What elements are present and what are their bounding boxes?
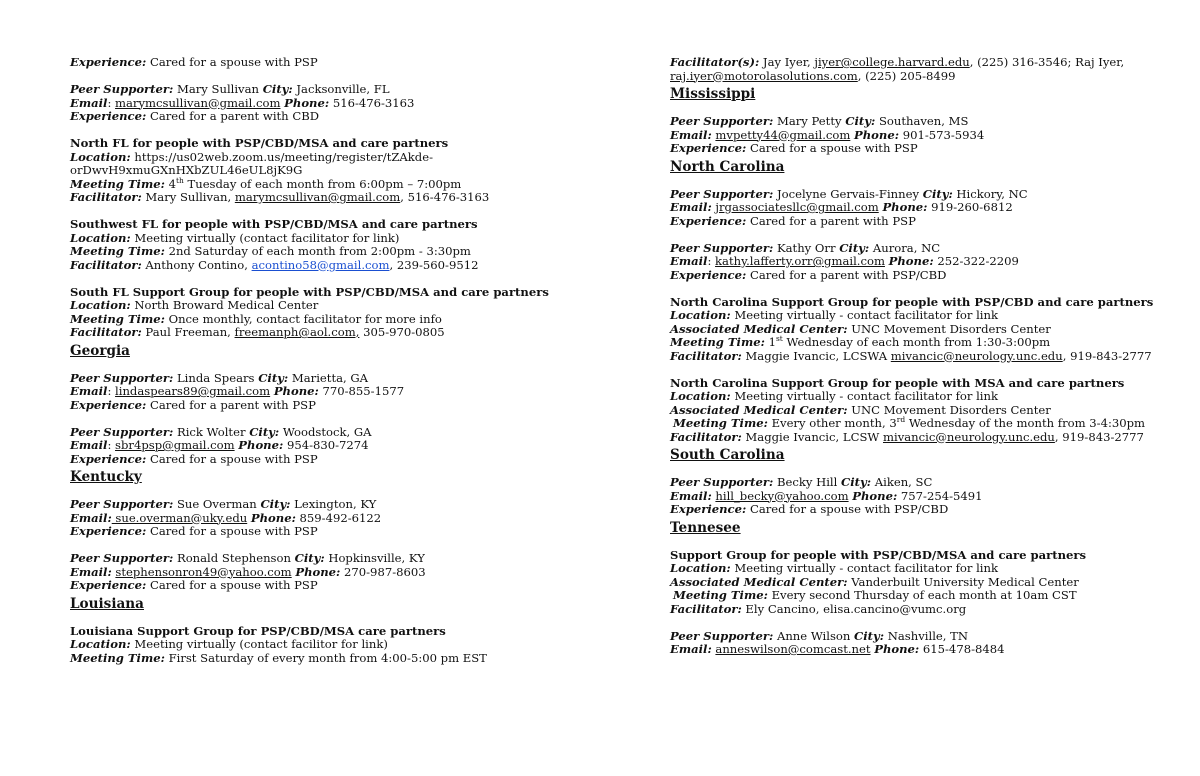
state-heading-north-carolina: North Carolina — [670, 158, 785, 175]
location-line: Location: Meeting virtually - contact facilitator for link — [670, 308, 998, 322]
experience-line: Experience: Cared for a spouse with PSP/CBD — [670, 502, 949, 516]
email-line: Email: marymcsullivan@gmail.com Phone: 516-476-3163 — [70, 95, 415, 110]
facilitators-line-cont: raj.iyer@motorolasolutions.com, (225) 205-8499 — [670, 68, 956, 83]
peer-supporter-line: Peer Supporter: Sue Overman City: Lexington, KY — [70, 497, 377, 511]
email-link[interactable]: raj.iyer@motorolasolutions.com — [670, 68, 858, 83]
meeting-time-line: Meeting Time: Once monthly, contact facilitator for more info — [70, 311, 442, 326]
experience-line: Experience: Cared for a parent with PSP — [70, 397, 316, 412]
email-line: Email: hill_becky@yahoo.com Phone: 757-254-5491 — [670, 488, 983, 503]
experience-line: Experience: Cared for a spouse with PSP — [70, 578, 318, 592]
peer-supporter-line: Peer Supporter: Rick Wolter City: Woodstock, GA — [70, 424, 372, 439]
location-line-cont: orDwvH9xmuGXnHXbZUL46eUL8jK9G — [70, 163, 303, 177]
email-link[interactable]: sue.overman@uky.edu — [111, 510, 248, 525]
facilitator-line: Facilitator: Paul Freeman, freemanph@aol.com, 305-970-0805 — [70, 325, 445, 339]
peer-supporter-line: Peer Supporter: Mary Sullivan City: Jacksonville, FL — [70, 82, 390, 96]
facilitators-line: Facilitator(s): Jay Iyer, jiyer@college.harvard.edu, (225) 316-3546; Raj Iyer, — [670, 55, 1125, 69]
location-line: Location: Meeting virtually (contact facilitator for link) — [70, 230, 400, 245]
experience-line: Experience: Cared for a spouse with PSP — [70, 524, 318, 538]
medical-center-line: Associated Medical Center: UNC Movement Disorders Center — [670, 321, 1051, 336]
email-link[interactable]: anneswilson@comcast.net — [715, 642, 871, 656]
experience-line: Experience: Cared for a spouse with PSP — [70, 451, 318, 466]
email-line: Email: kathy.lafferty.orr@gmail.com Phone: 252-322-2209 — [670, 254, 1019, 268]
peer-supporter-line: Peer Supporter: Anne Wilson City: Nashville, TN — [670, 628, 969, 643]
meeting-time-line: Meeting Time: Every second Thursday of each month at 10am CST — [673, 588, 1077, 602]
meeting-time-line: Meeting Time: Every other month, 3rd Wednesday of the month from 3-4:30pm — [673, 415, 1146, 430]
state-heading-louisiana: Louisiana — [70, 595, 144, 612]
experience-line: Experience: Cared for a parent with PSP/CBD — [670, 267, 947, 282]
peer-supporter-line: Peer Supporter: Mary Petty City: Southaven, MS — [670, 114, 969, 128]
facilitator-line: Facilitator: Anthony Contino, acontino58@gmail.com, 239-560-9512 — [70, 257, 479, 272]
email-link[interactable]: marymcsullivan@gmail.com — [115, 95, 281, 110]
peer-supporter-line: Peer Supporter: Kathy Orr City: Aurora, NC — [670, 240, 941, 255]
email-link[interactable]: lindaspears89@gmail.com — [115, 384, 271, 398]
location-line: Location: Meeting virtually - contact facilitator for link — [670, 389, 998, 403]
facilitator-line: Facilitator: Mary Sullivan, marymcsullivan@gmail.com, 516-476-3163 — [70, 190, 490, 204]
location-line: Location: Meeting virtually (contact facilitor for link) — [70, 637, 388, 651]
email-line: Email: sue.overman@uky.edu Phone: 859-492-6122 — [70, 510, 382, 525]
email-link[interactable]: jiyer@college.harvard.edu — [814, 55, 970, 69]
state-heading-tennessee: Tennesee — [670, 519, 741, 536]
group-title: South FL Support Group for people with PSP/CBD/MSA and care partners — [70, 284, 549, 299]
email-line: Email: sbr4psp@gmail.com Phone: 954-830-7274 — [70, 438, 369, 452]
state-heading-mississippi: Mississippi — [670, 86, 756, 102]
experience-line: Experience: Cared for a parent with CBD — [70, 109, 320, 123]
group-title: Support Group for people with PSP/CBD/MSA and care partners — [670, 547, 1087, 562]
location-line: Location: North Broward Medical Center — [70, 298, 319, 312]
meeting-time-line: Meeting Time: 2nd Saturday of each month from 2:00pm - 3:30pm — [70, 244, 471, 258]
group-title: North FL for people with PSP/CBD/MSA and care partners — [70, 136, 449, 150]
group-title: Southwest FL for people with PSP/CBD/MSA and care partners — [70, 217, 478, 231]
peer-supporter-line: Peer Supporter: Becky Hill City: Aiken, SC — [670, 475, 933, 489]
email-link[interactable]: stephensonron49@yahoo.com — [115, 564, 292, 579]
experience-line: Experience: Cared for a spouse with PSP — [670, 141, 918, 155]
email-line: Email: lindaspears89@gmail.com Phone: 770-855-1577 — [70, 384, 405, 398]
email-line: Email: anneswilson@comcast.net Phone: 615-478-8484 — [670, 642, 1005, 656]
email-link[interactable]: mivancic@neurology.unc.edu — [890, 348, 1063, 363]
medical-center-line: Associated Medical Center: Vanderbuilt University Medical Center — [670, 574, 1079, 589]
meeting-time-line: Meeting Time: 1st Wednesday of each month from 1:30-3:00pm — [670, 334, 1051, 349]
email-link[interactable]: jrgassociatesllc@gmail.com — [715, 200, 879, 214]
experience-line: Experience: Cared for a parent with PSP — [670, 213, 916, 228]
email-line: Email: mvpetty44@gmail.com Phone: 901-573-5934 — [670, 127, 985, 142]
meeting-time-line: Meeting Time: First Saturday of every month from 4:00-5:00 pm EST — [70, 650, 487, 665]
email-link[interactable]: hill_becky@yahoo.com — [715, 488, 849, 503]
state-heading-south-carolina: South Carolina — [670, 447, 785, 463]
email-line: Email: jrgassociatesllc@gmail.com Phone: 919-260-6812 — [670, 200, 1013, 214]
group-title: North Carolina Support Group for people with PSP/CBD and care partners — [670, 294, 1154, 309]
facilitator-line: Facilitator: Maggie Ivancic, LCSWA mivancic@neurology.unc.edu, 919-843-2777 — [670, 348, 1152, 363]
email-link[interactable]: mivancic@neurology.unc.edu — [883, 429, 1055, 444]
group-title: North Carolina Support Group for people with MSA and care partners — [670, 375, 1125, 390]
email-link[interactable]: freemanph@aol.com, — [234, 325, 360, 339]
email-link[interactable]: marymcsullivan@gmail.com — [234, 190, 401, 204]
meeting-time-line: Meeting Time: 4th Tuesday of each month from 6:00pm – 7:00pm — [70, 175, 462, 191]
peer-supporter-line: Peer Supporter: Linda Spears City: Marietta, GA — [70, 370, 369, 385]
medical-center-line: Associated Medical Center: UNC Movement Disorders Center — [670, 402, 1051, 417]
peer-supporter-line: Peer Supporter: Ronald Stephenson City: Hopkinsville, KY — [70, 551, 425, 565]
email-link[interactable]: mvpetty44@gmail.com — [715, 127, 851, 142]
facilitator-line: Facilitator: Maggie Ivancic, LCSW mivancic@neurology.unc.edu, 919-843-2777 — [670, 429, 1144, 444]
facilitator-line: Facilitator: Ely Cancino, elisa.cancino@vumc.org — [670, 601, 967, 616]
email-link[interactable]: sbr4psp@gmail.com — [115, 438, 235, 452]
email-link[interactable]: acontino58@gmail.com — [251, 257, 390, 272]
email-link[interactable]: kathy.lafferty.orr@gmail.com — [715, 254, 885, 268]
left-column — [70, 56, 590, 665]
email-line: Email: stephensonron49@yahoo.com Phone: 270-987-8603 — [70, 564, 426, 579]
zoom-link[interactable]: https://us02web.zoom.us/meeting/register/tZAkde- — [134, 149, 434, 164]
experience-line: Experience: Cared for a spouse with PSP — [70, 55, 318, 69]
peer-supporter-line: Peer Supporter: Jocelyne Gervais-Finney City: Hickory, NC — [670, 186, 1028, 201]
location-line: Location: Meeting virtually - contact facilitator for link — [670, 561, 998, 575]
location-line: Location: https://us02web.zoom.us/meeting/register/tZAkde- — [70, 149, 434, 164]
group-title: Louisiana Support Group for PSP/CBD/MSA care partners — [70, 623, 446, 638]
right-column — [670, 56, 1160, 657]
state-heading-georgia: Georgia — [70, 342, 130, 359]
state-heading-kentucky: Kentucky — [70, 469, 142, 485]
